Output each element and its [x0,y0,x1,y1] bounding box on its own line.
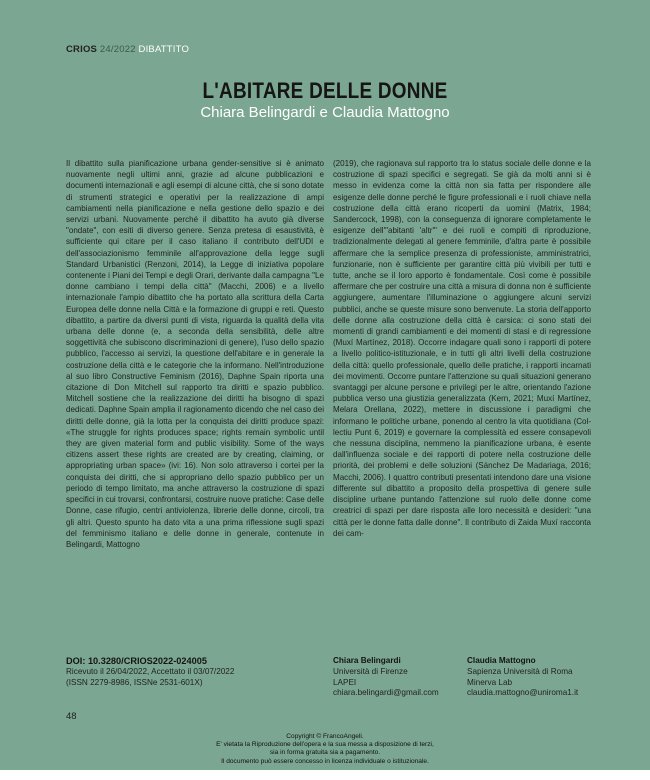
author-email: claudia.mattogno@uniroma1.it [467,688,579,698]
issn: (ISSN 2279-8986, ISSNe 2531-601X) [66,677,203,687]
article-title: L'ABITARE DELLE DONNE [202,78,448,103]
received-accepted: Ricevuto il 26/04/2022, Accettato il 03/07/2022 [66,666,235,676]
copyright-line: E' vietata la Riproduzione dell'opera e la sua messa a disposizione di terzi, [216,741,434,749]
body-text-right: (2019), che ragionava sul rapporto tra lo status sociale delle donne e la costruzione di spazi specifici e segregati. Se già da molti anni si è messo in evidenza come la città non sia fatta per rispondere alle esigenze delle donne perché le figure professionali e i ruoli chiave nella costruzione della città erano ricoperti da uomini (Matrix, 1984; Sandercock, 1998), con la conseguenza di ignorare completamente le esigenze dell'"abitanti 'altr'" e dei ruoli e compiti di riproduzione, tradizionalmente delegati al genere femminile, d'altra parte è possibile affermare che la semplice presenza di professioniste, amministratrici, funzionarie, non è sufficiente per garantire città più vivibili per tutti e tutte, anche se il loro apporto è fondamentale. Così come è possibile affermare che per costruire una città a misura di donna non è sufficiente aggiungere, aumentare l'illuminazione o aggiungere alcuni servizi pubblici, anche se queste misure sono benvenute. La storia dell'apporto delle donne alla costruzione della città è carsica: ci sono stati dei momenti di grandi cambiamenti e dei momenti di stasi e di regressione (Muxí Martínez, 2018). Occorre indagare quali sono i rapporti di potere a livello politico-istituzionale, e in tutti gli altri livelli della costruzione della città: quello professionale, quello delle pratiche, i rapporti incarnati dei movimenti. Occorre puntare l'attenzione su quali situazioni generano svantaggi per alcune persone e privilegi per le altre, orientando l'azione pubblica verso una giustizia generalizzata (Kern, 2021; Muxí Martínez, Melara Orellana, 2022), mettere in discussione i paradigmi che informano le politiche urbane, ponendo al centro la vita quotidiana (Col-lectiu Punt 6, 2019) e governare la complessità ed essere consapevoli che nessuna disciplina, nemmeno la pianificazione urbana, è esente dall'influenza sociale e dei rapporti di potere nella costruzione delle priorità, dei problemi e delle soluzioni (Sánchez De Madariaga, 2016; Macchi, 2006). I quattro contributi presentati intendono dare una visione differente sul dibattito a proposito della prospettiva di genere sulle discipline urbane puntando l'attenzione sul ruolo delle donne come creatrici di spazi per dare risposta alle loro necessità e desideri: "una città per le donne fatta dalle donne". Il contributo di Zaida Muxí racconta dei cam- [333,159,591,538]
author-email: chiara.belingardi@gmail.com [333,688,439,698]
author-name: Claudia Mattogno [467,656,536,665]
journal-header [66,44,189,55]
author-affiliation: LAPEI [333,677,357,687]
copyright-line: sia in forma gratuita sia a pagamento. [269,749,381,757]
author-name: Chiara Belingardi [333,656,401,665]
page-number: 48 [66,711,77,722]
article-metadata [66,656,328,688]
journal-issue: 24/2022 [97,44,139,55]
copyright-line: Il documento può essere concesso in licenza individuale o istituzionale. [221,757,429,765]
author-affiliation: Minerva Lab [467,677,513,687]
body-text-left: Il dibattito sulla pianificazione urbana gender-sensitive si è animato nuovamente negli ultimi anni, grazie ad alcune pubblicazioni e documenti internazionali e agli esempi di alcune città, che si sono dotate di strumenti strategici e operativi per la realizzazione di ampi cambiamenti nella pianificazione e nella gestione dello spazio e dei servizi urbani. Nuovamente perché il dibattito ha avuto già diverse "ondate", con esiti di diverso genere. Senza pretesa di esaustività, è sufficiente qui citare per il caso italiano il contributo dell'UDI e dell'associazionismo femminile all'approvazione della legge sugli Standard Urbanistici (Renzoni, 2014), la Legge di iniziativa popolare contenente i Piani dei Tempi e degli Orari, derivante dalla campagna "Le donne cambiano i tempi della città" (Macchi, 2006) e a livello internazionale l'ampio dibattito che ha portato alla scrittura della Carta Europea delle donne nella Città e la formazione di gruppi e reti. Questo dibattito, a partire da diversi punti di vista, riguarda la qualità della vita urbana delle donne (e, a seconda della sensibilità, delle altre soggettività che subiscono discriminazioni di genere), l'uso dello spazio pubblico, l'accesso ai servizi, la questione dell'abitare e in generale la costruzione della città e le categorie che la informano. Nell'introduzione al suo libro Constructive Feminism (2016), Daphne Spain riporta una citazione di Don Mitchell sul rapporto tra diritti e spazio pubblico. Mitchell sostiene che la realizzazione dei diritti ha bisogno di spazi dedicati. Daphne Spain amplia il ragionamento dicendo che nel caso dei diritti delle donne, già la lotta per la conquista dei diritti produce spazi: «The struggle for rights produces space; rights remain symbolic until they are given material form and public visibility. Some of the ways citizens assert these rights are created are by creating, claiming, or appropriating urban space» (ivi: 16). Non solo attraverso i cortei per la conquista dei diritti, che si appropriano dello spazio pubblico per un periodo di tempo limitato, ma anche attraverso la costruzione di spazi specifici in cui trovarsi, confrontarsi, costruire nuove pratiche: Case delle Donne, case rifugio, centri antiviolenza, librerie delle donne, circoli, tra gli altri. Questo spunto ha dato vita a una prima riflessione sugli spazi del femminismo italiano e delle donne in generale, contenute in Belingardi, Mattogno [66,159,324,549]
copyright-line: Copyright © FrancoAngeli. [286,733,364,740]
body-column-left [66,158,324,644]
author-info-2 [467,656,597,699]
doi: DOI: 10.3280/CRIOS2022-024005 [66,656,207,666]
author-affiliation: Sapienza Università di Roma [467,666,573,676]
journal-name: CRIOS [66,44,98,55]
author-affiliation: Università di Firenze [333,666,408,676]
copyright-notice [0,733,650,766]
journal-section: DIBATTITO [138,44,190,55]
article-authors: Chiara Belingardi e Claudia Mattogno [200,104,450,121]
body-column-right [333,158,591,644]
author-info-1 [333,656,463,699]
